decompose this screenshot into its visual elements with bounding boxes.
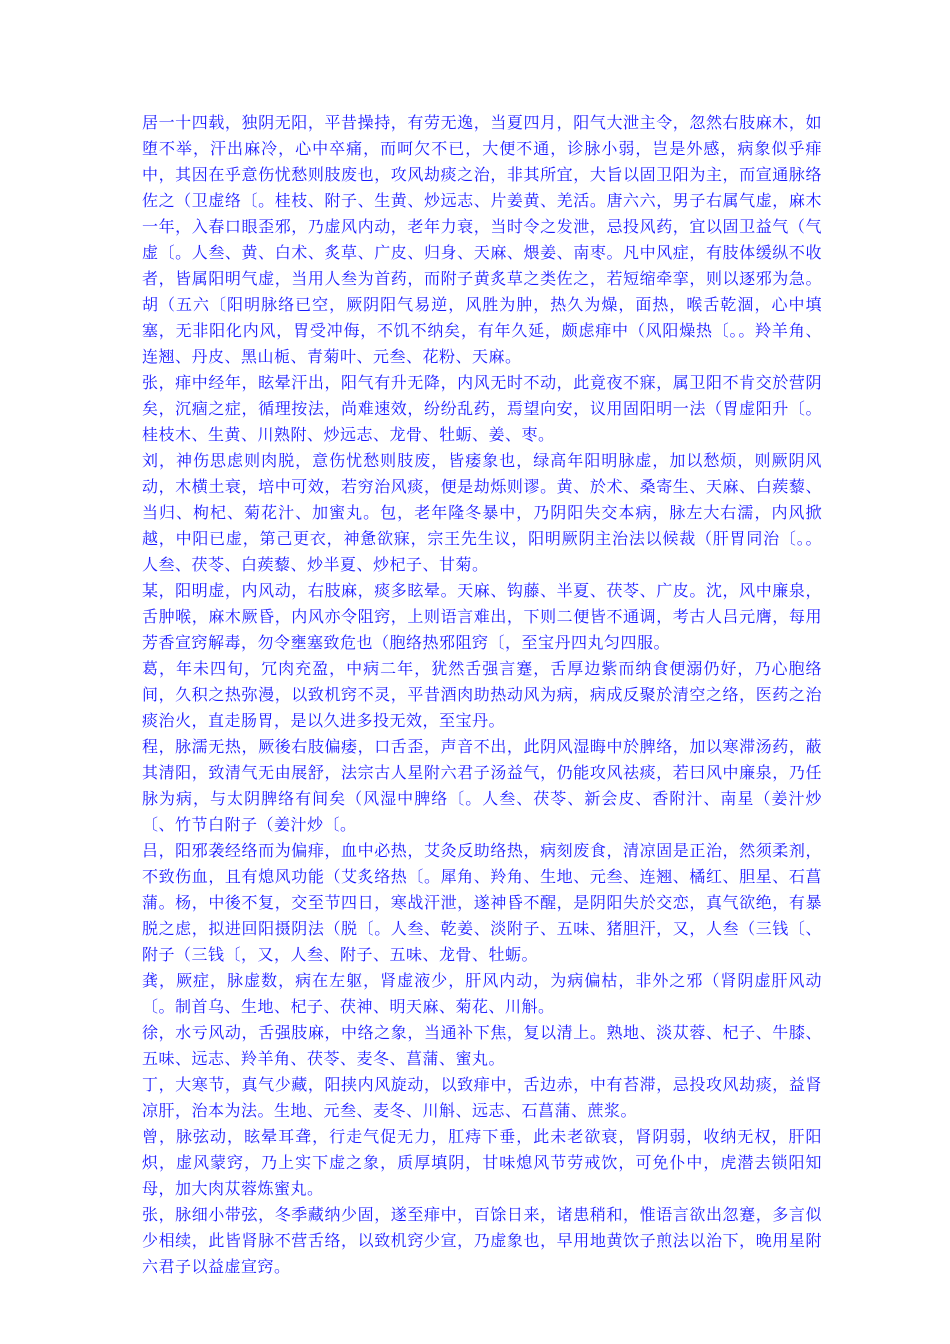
paragraph: 吕，阳邪袭经络而为偏痱，血中必热，艾灸反助络热，病刻废食，清凉固是正治，然须柔剂，不致伤血，且有熄风功能（艾炙络热〔。犀角、羚角、生地、元叁、连翘、橘红、胆星、石菖蒲。杨，中後不复，交至节四日，寒战汗泄，遂神昏不醒，是阴阳失於交恋，真气欲绝，有暴脱之虑，拟进回阳摄阴法（脱〔。人叁、乾姜、淡附子、五味、猪胆汗，又，人叁（三钱〔、附子（三钱〔，又，人叁、附子、五味、龙骨、牡蛎。 xyxy=(142,841,822,964)
paragraph: 程，脉濡无热，厥後右肢偏痿，口舌歪，声音不出，此阴风湿晦中於脾络，加以寒滞汤药，蔽其清阳，致清气无由展舒，法宗古人星附六君子汤益气，仍能攻风祛痰，若曰风中廉泉，乃任脉为病，与太阴脾络有间矣（风湿中脾络〔。人叁、茯苓、新会皮、香附汁、南星（姜汁炒〔、竹节白附子（姜汁炒〔。 xyxy=(142,737,822,834)
paragraph: 龚，厥症，脉虚数，病在左躯，肾虚液少，肝风内动，为病偏枯，非外之邪（肾阴虚肝风动〔。制首乌、生地、杞子、茯神、明天麻、菊花、川斛。 xyxy=(142,971,822,1016)
paragraph: 居一十四载，独阴无阳，平昔操持，有劳无逸，当夏四月，阳气大泄主令，忽然右肢麻木，如堕不举，汗出麻冷，心中卒痛，而呵欠不已，大便不通，诊脉小弱，岂是外感，病象似乎痱中，其因在乎意伤忧愁则肢废也，攻风劫痰之治，非其所宜，大旨以固卫阳为主，而宣通脉络佐之（卫虚络〔。桂枝、附子、生黄、炒远志、片姜黄、羌活。唐六六，男子右属气虚，麻木一年，入春口眼歪邪，乃虚风内动，老年力衰，当时令之发泄，忌投风药，宜以固卫益气（气虚〔。人叁、黄、白术、炙草、广皮、归身、天麻、煨姜、南枣。凡中风症，有肢体缓纵不收者，皆属阳明气虚，当用人叁为首药，而附子黄炙草之类佐之，若短缩牵挛，则以逐邪为急。胡（五六〔阳明脉络已空，厥阴阳气易逆，风胜为肿，热久为燥，面热，喉舌乾涸，心中填塞，无非阳化内风，胃受冲侮，不饥不纳矣，有年久延，颇虑痱中（风阳燥热〔。。羚羊角、连翘、丹皮、黑山栀、青菊叶、元叁、花粉、天麻。 xyxy=(142,113,822,366)
paragraph: 丁，大寒节，真气少藏，阳挟内风旋动，以致痱中，舌边赤，中有苔滞，忌投攻风劫痰，益肾凉肝，治本为法。生地、元叁、麦冬、川斛、远志、石菖蒲、蔗浆。 xyxy=(142,1075,822,1120)
paragraph: 徐，水亏风动，舌强肢麻，中络之象，当通补下焦，复以清上。熟地、淡苁蓉、杞子、牛膝、五味、远志、羚羊角、茯苓、麦冬、菖蒲、蜜丸。 xyxy=(142,1023,822,1068)
paragraph: 张，痱中经年，眩晕汗出，阳气有升无降，内风无时不动，此竟夜不寐，属卫阳不肯交於营阴矣，沉痼之症，循理按法，尚难速效，纷纷乱药，焉望向安，议用固阳明一法（胃虚阳升〔。桂枝木、生黄、川熟附、炒远志、龙骨、牡蛎、姜、枣。 xyxy=(142,373,822,444)
document-body xyxy=(142,110,822,1280)
paragraph: 张，脉细小带弦，冬季藏纳少固，遂至痱中，百馀日来，诸患稍和，惟语言欲出忽蹇，多言似少相续，此皆肾脉不营舌络，以致机窍少宣，乃虚象也，早用地黄饮子煎法以治下，晚用星附六君子以益虚宣窍。 xyxy=(142,1205,822,1276)
paragraph: 刘，神伤思虑则肉脱，意伤忧愁则肢废，皆痿象也，绿高年阳明脉虚，加以愁烦，则厥阴风动，木横土衰，培中可效，若穷治风痰，便是劫烁则谬。黄、於术、桑寄生、天麻、白蒺藜、当归、枸杞、菊花汁、加蜜丸。包，老年隆冬暴中，乃阴阳失交本病，脉左大右濡，内风掀越，中阳已虚，第己更衣，神惫欲寐，宗王先生议，阳明厥阴主治法以候裁（肝胃同治〔。。人叁、茯苓、白蒺藜、炒半夏、炒杞子、甘菊。 xyxy=(142,451,822,574)
paragraph: 曾，脉弦动，眩晕耳聋，行走气促无力，肛痔下垂，此未老欲衰，肾阴弱，收纳无权，肝阳炽，虚风蒙窍，乃上实下虚之象，质厚填阴，甘味熄风节劳戒饮，可免仆中，虎潜去锁阳知母，加大肉苁蓉炼蜜丸。 xyxy=(142,1127,822,1198)
paragraph: 葛，年未四旬，冗肉充盈，中病二年，犹然舌强言蹇，舌厚边紫而纳食便溺仍好，乃心胞络间，久积之热弥漫，以致机窍不灵，平昔酒肉助热动风为病，病成反聚於清空之络，医药之治痰治火，直走肠胃，是以久进多投无效，至宝丹。 xyxy=(142,659,822,730)
paragraph: 某，阳明虚，内风动，右肢麻，痰多眩晕。天麻、钩藤、半夏、茯苓、广皮。沈，风中廉泉，舌肿喉，麻木厥昏，内风亦令阻窍，上则语言难出，下则二便皆不通调，考古人吕元膺，每用芳香宣窍解毒，勿令壅塞致危也（胞络热邪阻窍〔，至宝丹四丸匀四服。 xyxy=(142,581,822,652)
